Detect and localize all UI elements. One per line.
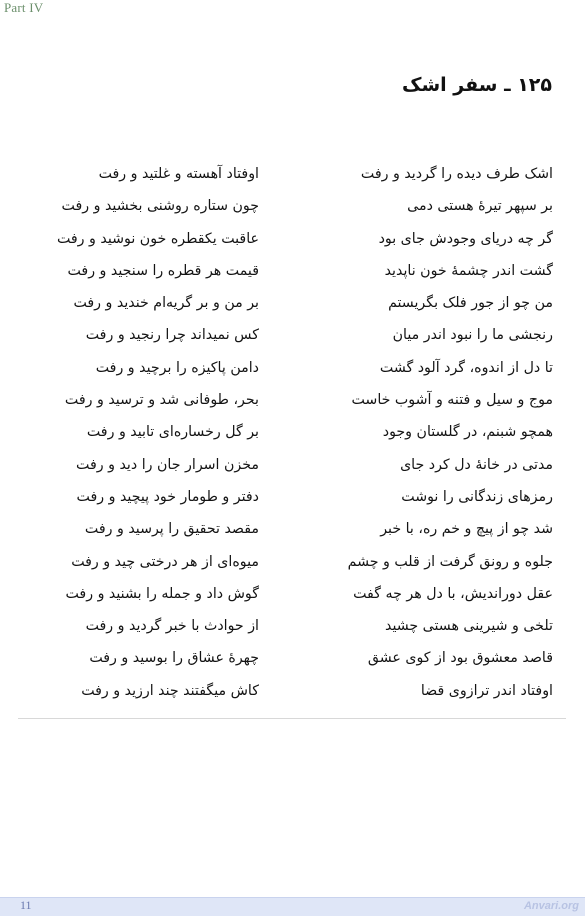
verse-first-hemistich: رمزهای زندگانی را نوشت bbox=[401, 488, 553, 505]
poem-title: ۱۲۵ ـ سفر اشک bbox=[402, 74, 552, 96]
verse-second-hemistich: بر من و بر گریه‌ام خندید و رفت bbox=[73, 295, 259, 312]
verse-row bbox=[0, 293, 585, 325]
verse-row bbox=[0, 325, 585, 357]
verse-second-hemistich: دامن پاکیزه را برچید و رفت bbox=[95, 359, 259, 376]
verse-first-hemistich: قاصد معشوق بود از کوی عشق bbox=[367, 650, 553, 667]
poem-verses bbox=[0, 164, 585, 713]
page-footer bbox=[0, 897, 585, 916]
verse-first-hemistich: همچو شبنم، در گلستان وجود bbox=[382, 424, 553, 441]
verse-first-hemistich: گشت اندر چشمهٔ خون ناپدید bbox=[384, 262, 553, 279]
verse-row bbox=[0, 584, 585, 616]
verse-second-hemistich: دفتر و طومار خود پیچید و رفت bbox=[76, 488, 259, 505]
bottom-divider bbox=[18, 718, 566, 719]
verse-row bbox=[0, 648, 585, 680]
verse-first-hemistich: اوفتاد اندر ترازوی قضا bbox=[420, 682, 553, 699]
verse-second-hemistich: چون ستاره روشنی بخشید و رفت bbox=[61, 198, 259, 215]
verse-second-hemistich: بحر، طوفانی شد و ترسید و رفت bbox=[64, 392, 259, 409]
verse-first-hemistich: تلخی و شیرینی هستی چشید bbox=[385, 618, 553, 635]
verse-first-hemistich: من چو از جور فلک بگریستم bbox=[388, 295, 553, 312]
verse-row bbox=[0, 455, 585, 487]
verse-row bbox=[0, 261, 585, 293]
verse-second-hemistich: کاش میگفتند چند ارزید و رفت bbox=[81, 682, 259, 699]
verse-first-hemistich: عقل دوراندیش، با دل هر چه گفت bbox=[353, 585, 553, 602]
verse-second-hemistich: میوه‌ای از هر درختی چید و رفت bbox=[71, 553, 259, 570]
verse-row bbox=[0, 358, 585, 390]
verse-row bbox=[0, 422, 585, 454]
verse-row bbox=[0, 164, 585, 196]
verse-second-hemistich: گوش داد و جمله را بشنید و رفت bbox=[65, 585, 259, 602]
part-label: Part IV bbox=[4, 0, 44, 15]
verse-row bbox=[0, 519, 585, 551]
verse-second-hemistich: بر گل رخساره‌ای تابید و رفت bbox=[86, 424, 259, 441]
verse-first-hemistich: رنجشی ما را نبود اندر میان bbox=[392, 327, 553, 344]
verse-first-hemistich: شد چو از پیچ و خم ره، با خبر bbox=[380, 521, 553, 538]
verse-row bbox=[0, 390, 585, 422]
verse-row bbox=[0, 487, 585, 519]
page-number: 11 bbox=[20, 898, 32, 912]
verse-second-hemistich: اوفتاد آهسته و غلتید و رفت bbox=[98, 166, 259, 182]
verse-row bbox=[0, 681, 585, 713]
verse-second-hemistich: از حوادث با خبر گردید و رفت bbox=[85, 618, 259, 635]
verse-row bbox=[0, 552, 585, 584]
verse-first-hemistich: موج و سیل و فتنه و آشوب خاست bbox=[351, 392, 553, 409]
verse-row bbox=[0, 196, 585, 228]
verse-first-hemistich: مدتی در خانهٔ دل کرد جای bbox=[400, 456, 553, 473]
verse-second-hemistich: قیمت هر قطره را سنجید و رفت bbox=[67, 262, 259, 279]
verse-row bbox=[0, 229, 585, 261]
verse-second-hemistich: مقصد تحقیق را پرسید و رفت bbox=[84, 521, 259, 538]
verse-second-hemistich: کس نمیداند چرا رنجید و رفت bbox=[85, 327, 259, 344]
verse-second-hemistich: چهرهٔ عشاق را بوسید و رفت bbox=[89, 650, 259, 667]
verse-first-hemistich: جلوه و رونق گرفت از قلب و چشم bbox=[347, 553, 553, 570]
verse-row bbox=[0, 616, 585, 648]
verse-first-hemistich: اشک طرف دیده را گردید و رفت bbox=[360, 166, 553, 182]
verse-first-hemistich: بر سپهر تیرهٔ هستی دمی bbox=[407, 198, 553, 215]
verse-first-hemistich: گر چه دریای وجودش جای بود bbox=[378, 230, 553, 247]
verse-second-hemistich: مخزن اسرار جان را دید و رفت bbox=[76, 456, 259, 473]
verse-second-hemistich: عاقبت یکقطره خون نوشید و رفت bbox=[56, 230, 259, 247]
verse-first-hemistich: تا دل از اندوه، گرد آلود گشت bbox=[379, 359, 553, 376]
watermark-logo: Anvari.org bbox=[523, 900, 579, 912]
